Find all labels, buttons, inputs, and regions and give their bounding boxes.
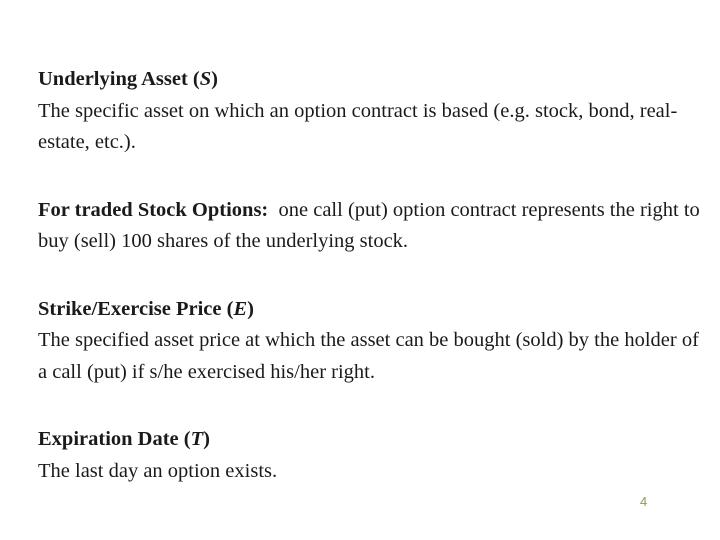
expiration-date-heading: Expiration Date (T)	[38, 428, 210, 450]
strike-price-symbol: E	[233, 297, 248, 320]
expiration-date-definition: The last day an option exists.	[38, 459, 278, 482]
expiration-date-block	[38, 424, 708, 487]
strike-price-heading: Strike/Exercise Price (E)	[38, 297, 254, 320]
strike-price-definition: The specified asset price at which the asset can be bought (sold) by the holder of a call (put) if s/he exercised his/her right.	[38, 329, 699, 383]
strike-price-block	[38, 294, 708, 389]
slide-content	[38, 64, 708, 487]
stock-options-heading: For traded Stock Options:	[38, 198, 269, 221]
underlying-asset-heading: Underlying Asset (S)	[38, 68, 218, 90]
stock-options-block	[38, 195, 708, 258]
underlying-asset-definition: The specific asset on which an option contract is based (e.g. stock, bond, real-estate, etc.).	[38, 99, 678, 153]
underlying-asset-block	[38, 64, 708, 159]
expiration-date-symbol: T	[190, 428, 204, 450]
stock-options-definition: one call (put) option contract represents the right to buy (sell) 100 shares of the underlying stock.	[38, 198, 700, 252]
underlying-asset-symbol: S	[199, 68, 212, 90]
page-number: 4	[640, 494, 648, 509]
